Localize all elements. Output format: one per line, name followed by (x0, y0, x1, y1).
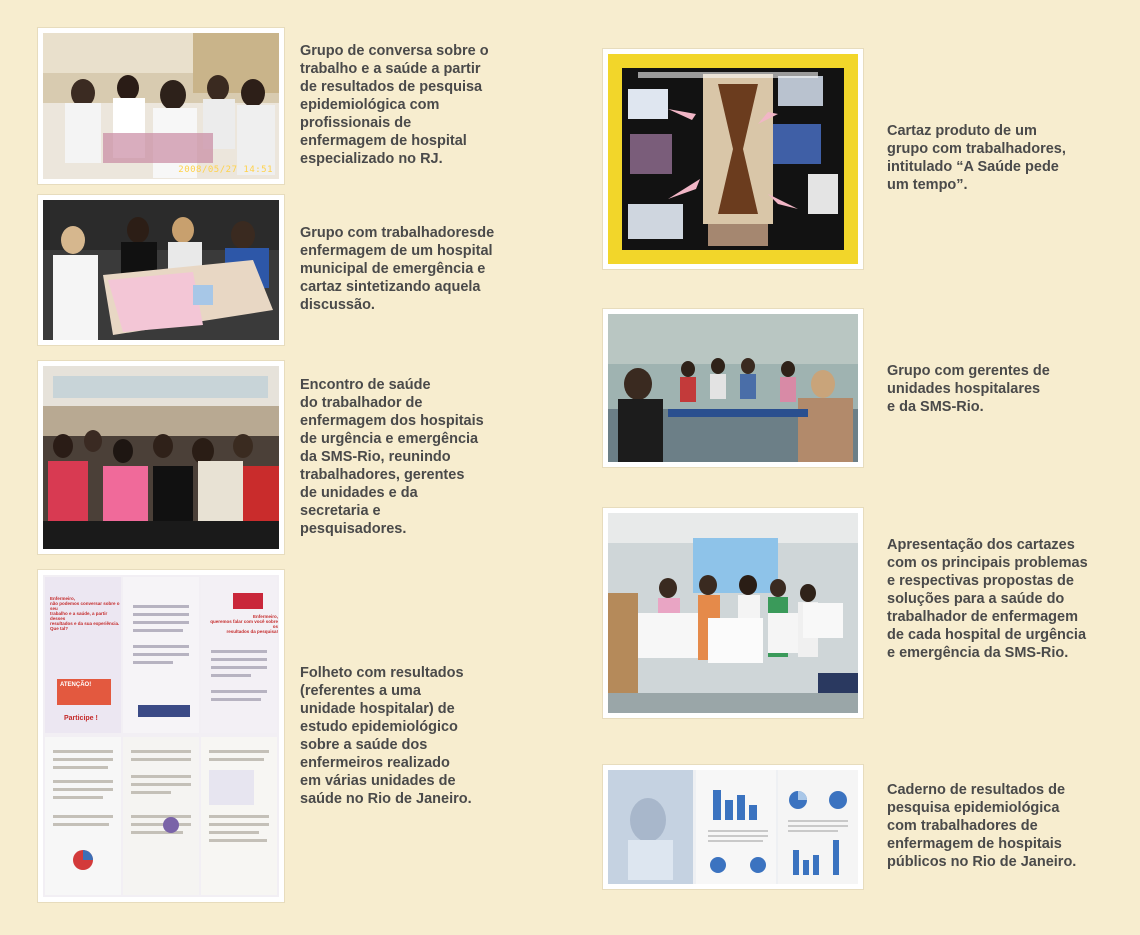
photo-conversation-group (38, 28, 284, 184)
photo-timestamp: 2008/05/27 14:51 (178, 165, 273, 175)
leaflet-attention: ATENÇÃO! (60, 682, 92, 688)
managers-group-photo-image (608, 314, 858, 462)
caption-conversation-group: Grupo de conversa sobre o trabalho e a saúde a partir de resultados de pesquisa epidemiológica com profissionais de enfermagem de hospital especializado no RJ. (300, 43, 489, 167)
photo-leaflet (38, 570, 284, 902)
booklet-image (608, 770, 858, 884)
photo-poster (603, 49, 863, 269)
caption-presentation: Apresentação dos cartazes com os principais problemas e respectivas propostas de soluções para a saúde do trabalhador de enfermagem de cada hospital de urgência e emergência da SMS-Rio. (887, 537, 1088, 661)
hospital-group-photo-image (43, 200, 279, 340)
caption-poster: Cartaz produto de um grupo com trabalhadores, intitulado “A Saúde pede um tempo”. (887, 123, 1066, 193)
auditorium-photo-image (43, 366, 279, 549)
leaflet-heading-right: Enfermeiro, queremos falar com você sobre os resultados da pesquisa! (210, 614, 278, 634)
leaflet-participe: Participe ! (64, 715, 98, 722)
meeting-photo-image (43, 33, 279, 179)
photo-emergency-hospital-group (38, 195, 284, 345)
caption-managers-group: Grupo com gerentes de unidades hospitalares e da SMS-Rio. (887, 363, 1050, 415)
caption-emergency-hospital-group: Grupo com trabalhadoresde enfermagem de um hospital municipal de emergência e cartaz sintetizando aquela discussão. (300, 225, 495, 313)
photo-results-booklet (603, 765, 863, 889)
caption-health-meeting: Encontro de saúde do trabalhador de enfermagem dos hospitais de urgência e emergência da SMS-Rio, reunindo trabalhadores, gerentes de unidades e da secretaria e pesquisadores. (300, 377, 484, 537)
photo-health-meeting (38, 361, 284, 554)
leaflet-heading-left: Enfermeiro, não podemos conversar sobre o seu trabalho e a saúde, a partir desses resultados e da sua experiência. Que tal? (50, 596, 120, 631)
caption-leaflet: Folheto com resultados (referentes a uma unidade hospitalar) de estudo epidemiológico sobre a saúde dos enfermeiros realizado em várias unidades de saúde no Rio de Janeiro. (300, 665, 472, 807)
caption-results-booklet: Caderno de resultados de pesquisa epidemiológica com trabalhadores de enfermagem de hospitais públicos no Rio de Janeiro. (887, 782, 1077, 870)
poster-image (608, 54, 858, 264)
photo-managers-group (603, 309, 863, 467)
photo-presentation (603, 508, 863, 718)
presentation-photo-image (608, 513, 858, 713)
